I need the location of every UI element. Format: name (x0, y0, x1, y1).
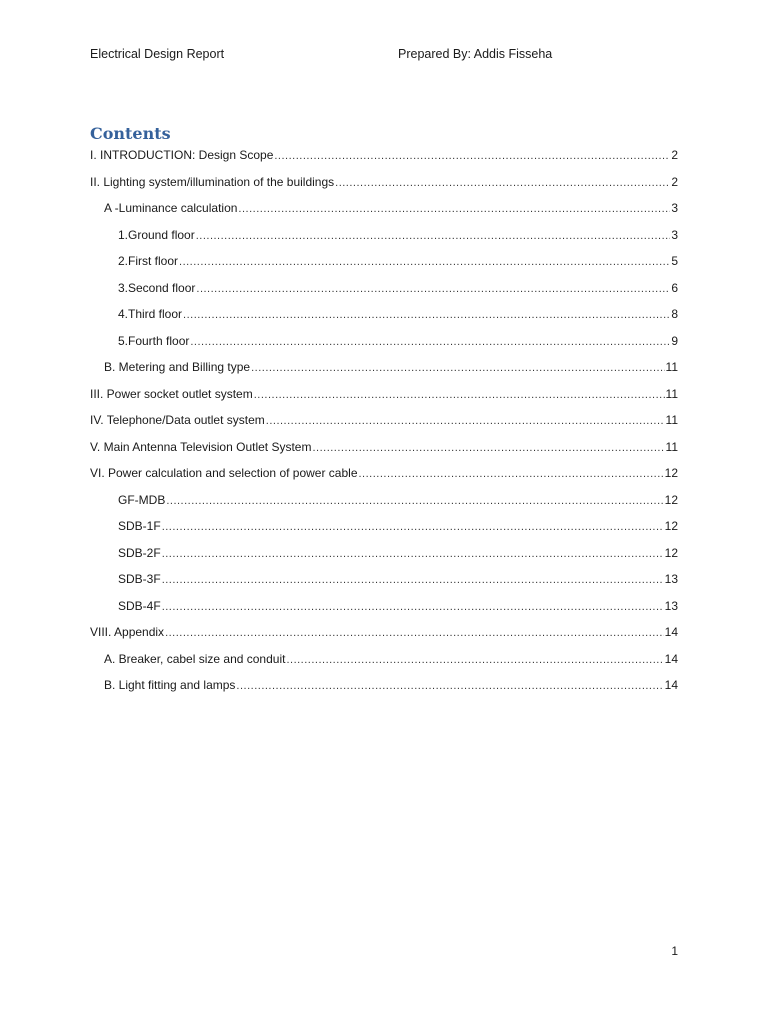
toc-dot-leader (238, 203, 670, 215)
toc-entry[interactable] (90, 201, 678, 228)
toc-entry-page: 14 (664, 625, 678, 639)
toc-entry-label: IV. Telephone/Data outlet system (90, 413, 265, 427)
toc-entry-label: A. Breaker, cabel size and conduit (104, 651, 286, 666)
toc-dot-leader (312, 442, 664, 454)
toc-dot-leader (162, 521, 664, 533)
toc-entry[interactable] (90, 228, 678, 255)
toc-entry[interactable] (90, 493, 678, 520)
toc-entry[interactable] (90, 360, 678, 387)
toc-entry-page: 5 (671, 254, 678, 268)
toc-entry[interactable] (90, 148, 678, 175)
toc-entry-label: VIII. Appendix (90, 625, 165, 639)
toc-entry[interactable] (90, 652, 678, 679)
toc-dot-leader (266, 415, 665, 427)
toc-entry-label: I. INTRODUCTION: Design Scope (90, 148, 274, 162)
toc-entry-label: 2.First floor (118, 254, 179, 268)
toc-entry-page: 9 (671, 333, 678, 348)
toc-entry-page: 2 (671, 148, 678, 162)
toc-entry[interactable] (90, 175, 678, 202)
toc-entry-page: 12 (664, 492, 678, 507)
toc-entry[interactable] (90, 678, 678, 705)
toc-dot-leader (190, 336, 670, 348)
toc-dot-leader (165, 627, 664, 639)
toc-dot-leader (251, 362, 664, 374)
toc-entry-label: SDB-2F (118, 545, 161, 560)
toc-entry-label: 5.Fourth floor (118, 333, 190, 348)
toc-dot-leader (236, 680, 663, 692)
toc-entry-label: SDB-1F (118, 519, 161, 533)
table-of-contents (90, 148, 678, 705)
toc-entry-label: B. Light fitting and lamps (104, 678, 236, 692)
toc-entry-label: III. Power socket outlet system (90, 386, 253, 401)
toc-entry[interactable] (90, 625, 678, 652)
toc-entry-label: B. Metering and Billing type (104, 360, 251, 374)
page-number: 1 (671, 944, 678, 958)
toc-entry[interactable] (90, 546, 678, 573)
toc-entry-page: 12 (664, 545, 678, 560)
toc-entry[interactable] (90, 281, 678, 308)
toc-entry-label: 4.Third floor (118, 307, 183, 321)
toc-dot-leader (162, 548, 664, 560)
toc-dot-leader (196, 230, 671, 242)
toc-entry-label: II. Lighting system/illumination of the buildings (90, 174, 335, 189)
toc-dot-leader (196, 283, 670, 295)
toc-entry-label: A -Luminance calculation (104, 201, 238, 215)
header-author: Prepared By: Addis Fisseha (398, 47, 553, 61)
toc-dot-leader (166, 495, 663, 507)
toc-entry-label: 3.Second floor (118, 280, 196, 295)
toc-entry-label: 1.Ground floor (118, 227, 195, 242)
toc-entry[interactable] (90, 519, 678, 546)
toc-entry[interactable] (90, 599, 678, 626)
toc-heading: Contents (90, 124, 171, 143)
toc-entry[interactable] (90, 387, 678, 414)
toc-entry-page: 13 (664, 572, 678, 586)
toc-entry-page: 3 (671, 227, 678, 242)
toc-entry-page: 6 (671, 280, 678, 295)
toc-dot-leader (335, 177, 670, 189)
toc-entry-page: 3 (671, 201, 678, 215)
toc-dot-leader (162, 574, 664, 586)
toc-entry[interactable] (90, 307, 678, 334)
toc-entry-page: 14 (664, 651, 678, 666)
toc-entry-label: VI. Power calculation and selection of power cable (90, 466, 358, 480)
toc-entry-page: 12 (664, 519, 678, 533)
toc-dot-leader (179, 256, 670, 268)
toc-entry[interactable] (90, 466, 678, 493)
toc-entry[interactable] (90, 254, 678, 281)
toc-entry[interactable] (90, 572, 678, 599)
toc-entry-page: 12 (664, 466, 678, 480)
toc-entry-page: 14 (664, 678, 678, 692)
toc-entry-label: GF-MDB (118, 492, 166, 507)
toc-dot-leader (274, 150, 670, 162)
toc-entry[interactable] (90, 334, 678, 361)
header-title: Electrical Design Report (90, 47, 225, 61)
toc-entry-page: 13 (664, 598, 678, 613)
toc-entry[interactable] (90, 413, 678, 440)
toc-entry-page: 8 (671, 307, 678, 321)
toc-entry-page: 11 (665, 360, 678, 374)
toc-dot-leader (286, 654, 663, 666)
toc-dot-leader (162, 601, 664, 613)
toc-entry-page: 2 (671, 174, 678, 189)
toc-entry[interactable] (90, 440, 678, 467)
toc-entry-page: 11 (665, 386, 678, 401)
toc-entry-label: SDB-4F (118, 598, 161, 613)
toc-entry-page: 11 (665, 439, 678, 454)
toc-entry-label: SDB-3F (118, 572, 161, 586)
toc-dot-leader (183, 309, 670, 321)
toc-entry-page: 11 (665, 413, 678, 427)
toc-dot-leader (359, 468, 664, 480)
toc-dot-leader (254, 389, 665, 401)
toc-entry-label: V. Main Antenna Television Outlet System (90, 439, 312, 454)
